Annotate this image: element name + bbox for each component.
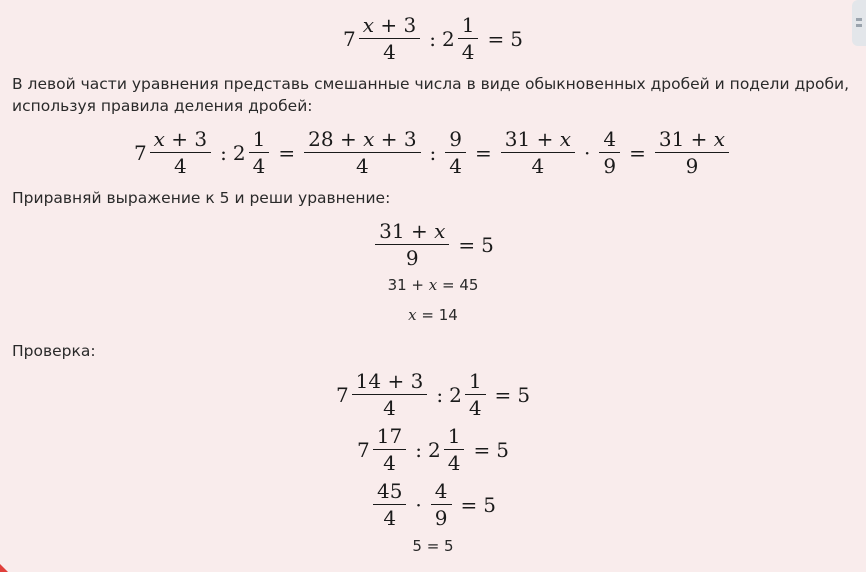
fraction (465, 370, 486, 419)
equals-sign: = (487, 26, 505, 51)
variable-x: x (408, 306, 417, 324)
fraction (150, 128, 211, 177)
numerator: 31 + x (501, 128, 575, 153)
denominator: 4 (383, 40, 396, 64)
instruction-line: используя правила деления дробей: (12, 97, 313, 115)
corner-marker-icon (0, 564, 8, 572)
numerator: 1 (249, 128, 270, 153)
fraction (458, 14, 479, 63)
equation-setup (0, 220, 866, 269)
rhs-value: 5 (510, 26, 523, 51)
equation-conversion (0, 128, 866, 177)
fraction (373, 480, 406, 529)
division-sign: : (429, 26, 436, 51)
fraction (373, 425, 406, 474)
solution-step-2 (0, 306, 866, 324)
equals-sign: = (460, 492, 478, 517)
whole-number: 7 (343, 26, 356, 51)
division-sign: : (429, 140, 437, 165)
numerator: x + 3 (150, 128, 211, 153)
instruction-line: В левой части уравнения представь смешанные числа в виде обыкновенных дробей и подели дроби, (12, 75, 850, 93)
fraction (655, 128, 729, 177)
step-lhs: 31 + (387, 276, 429, 294)
solution-step-1 (0, 276, 866, 294)
rhs-value: 5 (481, 232, 494, 257)
fraction (501, 128, 575, 177)
denominator: 4 (383, 451, 396, 475)
rhs-value: 5 (483, 492, 497, 517)
step-rest: = 14 (416, 306, 458, 324)
fraction (445, 128, 466, 177)
equals-sign: = (629, 140, 646, 165)
fraction (375, 220, 449, 269)
division-sign: : (415, 437, 422, 462)
variable-x: x (428, 276, 438, 294)
fraction (359, 14, 420, 63)
fraction (599, 128, 620, 177)
equation-initial (0, 14, 866, 63)
denominator: 9 (685, 154, 699, 178)
division-sign: : (436, 382, 444, 407)
instruction-text-2: Приравняй выражение к 5 и реши уравнение: (12, 189, 391, 207)
step-rest: = 45 (437, 276, 479, 294)
denominator: 4 (447, 451, 461, 475)
division-sign: : (220, 140, 227, 165)
whole-number: 2 (232, 140, 246, 165)
fraction (431, 480, 452, 529)
denominator: 4 (383, 506, 397, 530)
check-equation-2 (0, 425, 866, 474)
equals-sign: = (458, 232, 476, 257)
rhs-value: 5 (496, 437, 509, 462)
whole-number: 7 (357, 437, 370, 462)
rhs-value: 5 (517, 382, 531, 407)
equals-sign: = (475, 140, 492, 165)
denominator: 4 (383, 396, 396, 420)
numerator: 4 (431, 480, 452, 505)
numerator: 9 (445, 128, 466, 153)
equals-sign: = (278, 140, 296, 165)
multiply-sign: · (584, 140, 591, 165)
numerator: 31 + x (655, 128, 729, 153)
numerator: 1 (444, 425, 465, 450)
denominator: 4 (468, 396, 482, 420)
numerator: 14 + 3 (352, 370, 428, 395)
check-equation-3 (0, 480, 866, 529)
fraction (249, 128, 270, 177)
final-check: 5 = 5 (412, 537, 454, 555)
check-equation-1 (0, 370, 866, 419)
whole-number: 2 (442, 26, 455, 51)
denominator: 4 (461, 40, 475, 64)
denominator: 4 (174, 154, 187, 178)
numerator: 4 (599, 128, 620, 153)
denominator: 9 (434, 506, 448, 530)
denominator: 9 (603, 154, 617, 178)
numerator: 1 (465, 370, 486, 395)
numerator: 28 + x + 3 (304, 128, 420, 153)
numerator: x + 3 (359, 14, 420, 39)
denominator: 4 (449, 154, 463, 178)
multiply-sign: · (415, 492, 422, 517)
fraction (444, 425, 465, 474)
numerator: 31 + x (375, 220, 449, 245)
check-heading: Проверка: (12, 342, 96, 360)
fraction (352, 370, 428, 419)
fraction (304, 128, 420, 177)
denominator: 4 (252, 154, 266, 178)
numerator: 45 (373, 480, 406, 505)
whole-number: 7 (133, 140, 147, 165)
equals-sign: = (494, 382, 512, 407)
instruction-text-1 (12, 73, 849, 117)
denominator: 9 (405, 246, 419, 270)
whole-number: 2 (449, 382, 462, 407)
equals-sign: = (473, 437, 491, 462)
numerator: 1 (458, 14, 479, 39)
numerator: 17 (373, 425, 406, 450)
whole-number: 2 (427, 437, 441, 462)
denominator: 4 (355, 154, 369, 178)
denominator: 4 (531, 154, 545, 178)
whole-number: 7 (335, 382, 349, 407)
